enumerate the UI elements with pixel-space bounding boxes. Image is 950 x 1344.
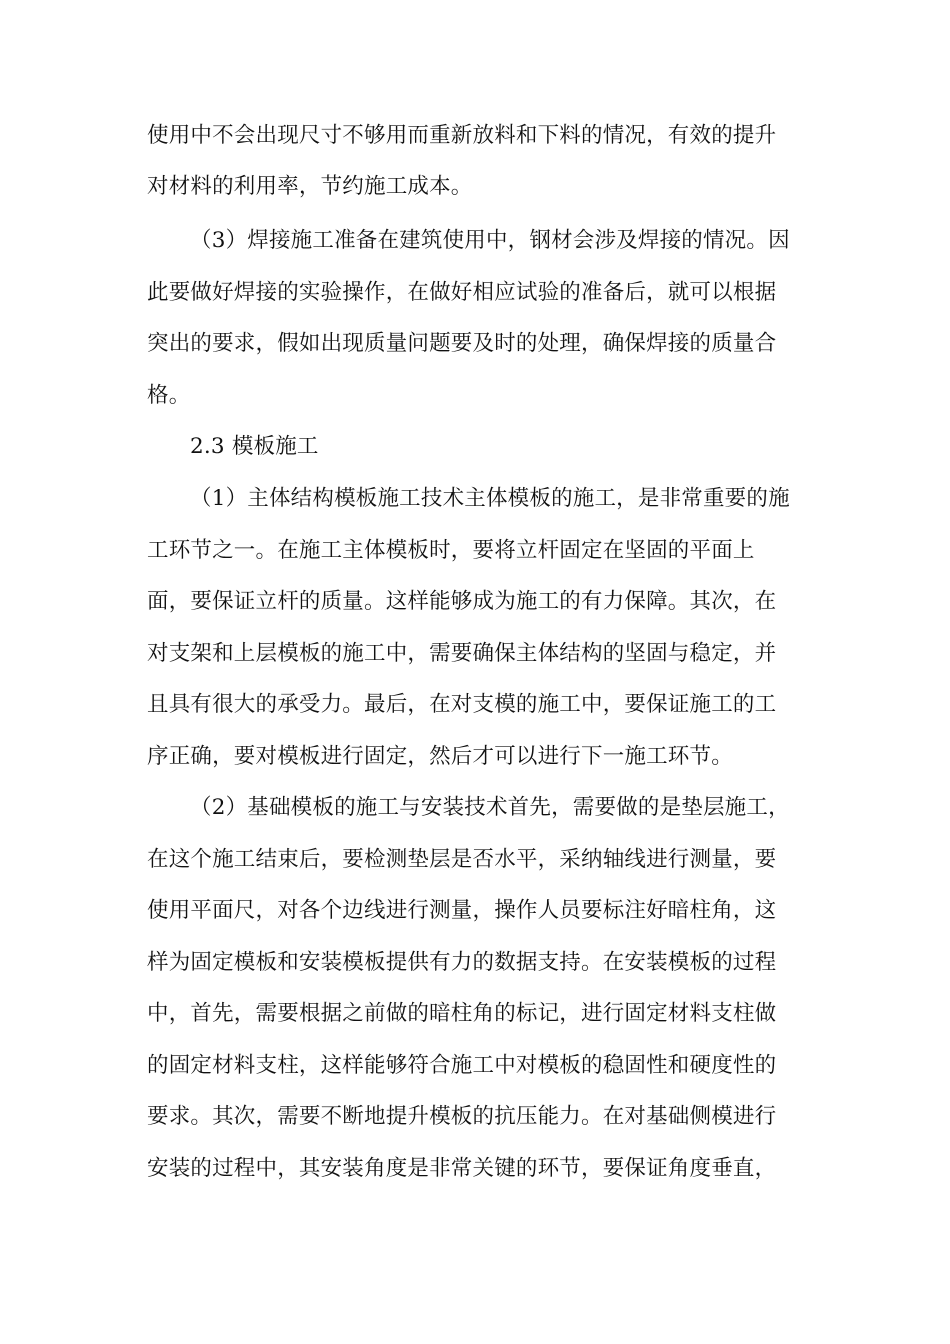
text-line: 且具有很大的承受力。最后，在对支模的施工中，要保证施工的工 xyxy=(147,692,777,717)
text-line: 在这个施工结束后，要检测垫层是否水平，采纳轴线进行测量，要 xyxy=(147,847,777,872)
text-line: 安装的过程中，其安装角度是非常关键的环节，要保证角度垂直， xyxy=(147,1156,777,1181)
text-line: 工环节之一。在施工主体模板时，要将立杆固定在坚固的平面上 xyxy=(147,538,755,563)
paragraph-first-line: （3）焊接施工准备在建筑使用中，钢材会涉及焊接的情况。因 xyxy=(190,228,790,253)
text-line: 样为固定模板和安装模板提供有力的数据支持。在安装模板的过程 xyxy=(147,950,777,975)
text-line: 格。 xyxy=(147,383,191,408)
text-line: 对支架和上层模板的施工中，需要确保主体结构的坚固与稳定，并 xyxy=(147,641,777,666)
paragraph-first-line: （1）主体结构模板施工技术主体模板的施工，是非常重要的施 xyxy=(190,486,790,511)
text-line: 中，首先，需要根据之前做的暗柱角的标记，进行固定材料支柱做 xyxy=(147,1001,777,1026)
text-line: 对材料的利用率，节约施工成本。 xyxy=(147,174,473,199)
text-line: 序正确，要对模板进行固定，然后才可以进行下一施工环节。 xyxy=(147,744,733,769)
paragraph-first-line: （2）基础模板的施工与安装技术首先，需要做的是垫层施工， xyxy=(190,795,790,820)
section-heading: 2.3 模板施工 xyxy=(190,434,319,459)
text-line: 的固定材料支柱，这样能够符合施工中对模板的稳固性和硬度性的 xyxy=(147,1053,777,1078)
text-line: 使用平面尺，对各个边线进行测量，操作人员要标注好暗柱角，这 xyxy=(147,898,777,923)
text-line: 使用中不会出现尺寸不够用而重新放料和下料的情况，有效的提升 xyxy=(147,123,777,148)
text-line: 此要做好焊接的实验操作，在做好相应试验的准备后，就可以根据 xyxy=(147,280,777,305)
text-line: 突出的要求，假如出现质量问题要及时的处理，确保焊接的质量合 xyxy=(147,331,777,356)
text-line: 要求。其次，需要不断地提升模板的抗压能力。在对基础侧模进行 xyxy=(147,1104,777,1129)
text-line: 面，要保证立杆的质量。这样能够成为施工的有力保障。其次，在 xyxy=(147,589,777,614)
